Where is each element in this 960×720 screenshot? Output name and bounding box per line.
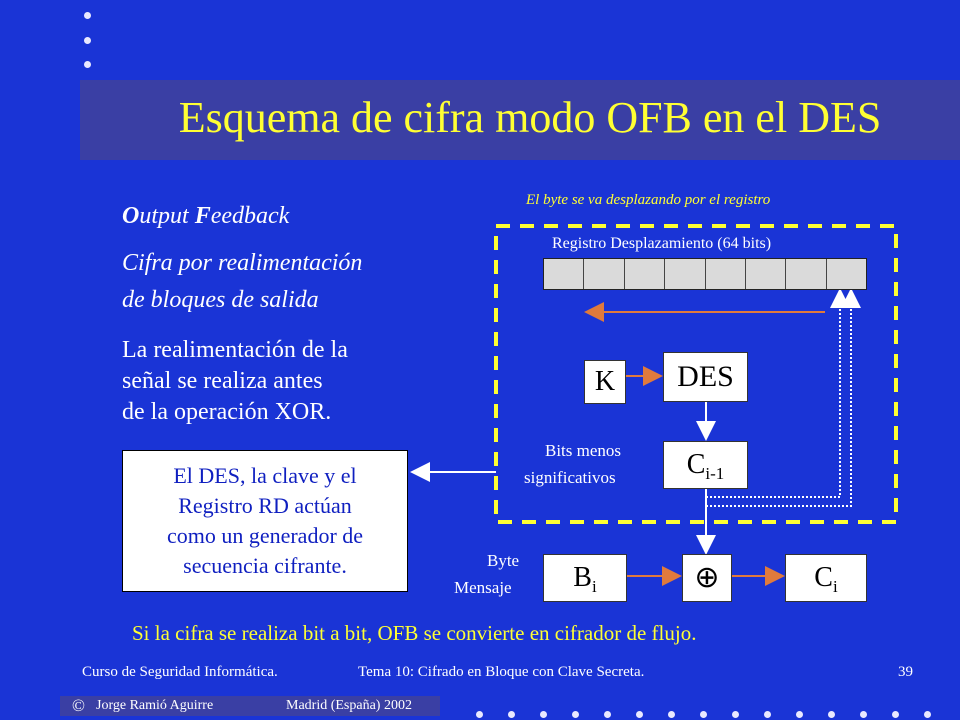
c-prev-main: C — [686, 449, 706, 480]
c-prev-sub: i-1 — [705, 464, 725, 483]
output-rest: utput — [139, 203, 195, 229]
copyright-icon: © — [72, 696, 85, 715]
register-cell — [584, 259, 624, 289]
feedback-rest: eedback — [210, 203, 290, 229]
generator-line-4: secuencia cifrante. — [183, 553, 347, 578]
realimentacion-line-1: La realimentación de la — [122, 337, 348, 363]
c-box — [785, 554, 867, 602]
byte-label-1: Byte — [487, 551, 520, 570]
generator-line-2: Registro RD actúan — [178, 493, 352, 518]
footer-page: 39 — [898, 664, 913, 680]
decor-dot — [860, 711, 867, 718]
generator-line-3: como un generador de — [166, 523, 364, 548]
decor-dot — [476, 711, 483, 718]
b-main: B — [573, 562, 592, 593]
decor-dot — [828, 711, 835, 718]
shift-register — [543, 258, 867, 290]
register-cell — [786, 259, 826, 289]
decor-dot — [604, 711, 611, 718]
byte-label-2: Mensaje — [454, 578, 512, 597]
register-cell — [827, 259, 866, 289]
realimentacion-line-2: señal se realiza antes — [122, 368, 323, 394]
register-cell — [625, 259, 665, 289]
decor-dot — [700, 711, 707, 718]
register-label: Registro Desplazamiento (64 bits) — [552, 235, 772, 252]
register-cell — [544, 259, 584, 289]
footer-place: Madrid (España) 2002 — [286, 698, 412, 713]
footer-course: Curso de Seguridad Informática. — [82, 664, 278, 680]
bits-label-2: significativos — [524, 468, 616, 487]
footer-author: Jorge Ramió Aguirre — [96, 698, 214, 713]
xor-box: ⊕ — [682, 554, 732, 602]
register-cell — [665, 259, 705, 289]
cifra-line-1: Cifra por realimentación — [122, 250, 363, 276]
key-box: K — [584, 360, 626, 404]
decor-dot — [572, 711, 579, 718]
footer-topic: Tema 10: Cifrado en Bloque con Clave Secreta. — [358, 664, 645, 680]
decor-dot — [668, 711, 675, 718]
cifra-line-2: de bloques de salida — [122, 287, 319, 313]
bottom-note: Si la cifra se realiza bit a bit, OFB se convierte en cifrador de flujo. — [132, 621, 697, 645]
shift-note: El byte se va desplazando por el registro — [526, 192, 771, 208]
c-sub: i — [832, 577, 838, 596]
decor-dot — [636, 711, 643, 718]
c-main: C — [814, 562, 833, 593]
des-box: DES — [663, 352, 748, 402]
bits-label-1: Bits menos — [545, 441, 622, 460]
decor-dot — [732, 711, 739, 718]
footer-bar — [60, 696, 440, 716]
b-sub: i — [591, 577, 597, 596]
feedback-f-letter: F — [194, 203, 211, 229]
register-cell — [746, 259, 786, 289]
decor-dot — [508, 711, 515, 718]
page-title: Esquema de cifra modo OFB en el DES — [178, 93, 882, 142]
decor-dot — [924, 711, 931, 718]
decor-dot — [764, 711, 771, 718]
register-cell — [706, 259, 746, 289]
realimentacion-line-3: de la operación XOR. — [122, 399, 332, 425]
decor-dot — [796, 711, 803, 718]
b-box — [543, 554, 627, 602]
generator-line-1: El DES, la clave y el — [173, 463, 357, 488]
output-o-letter: O — [122, 203, 140, 229]
c-prev-box — [663, 441, 748, 489]
decor-dot — [540, 711, 547, 718]
decor-dot — [892, 711, 899, 718]
